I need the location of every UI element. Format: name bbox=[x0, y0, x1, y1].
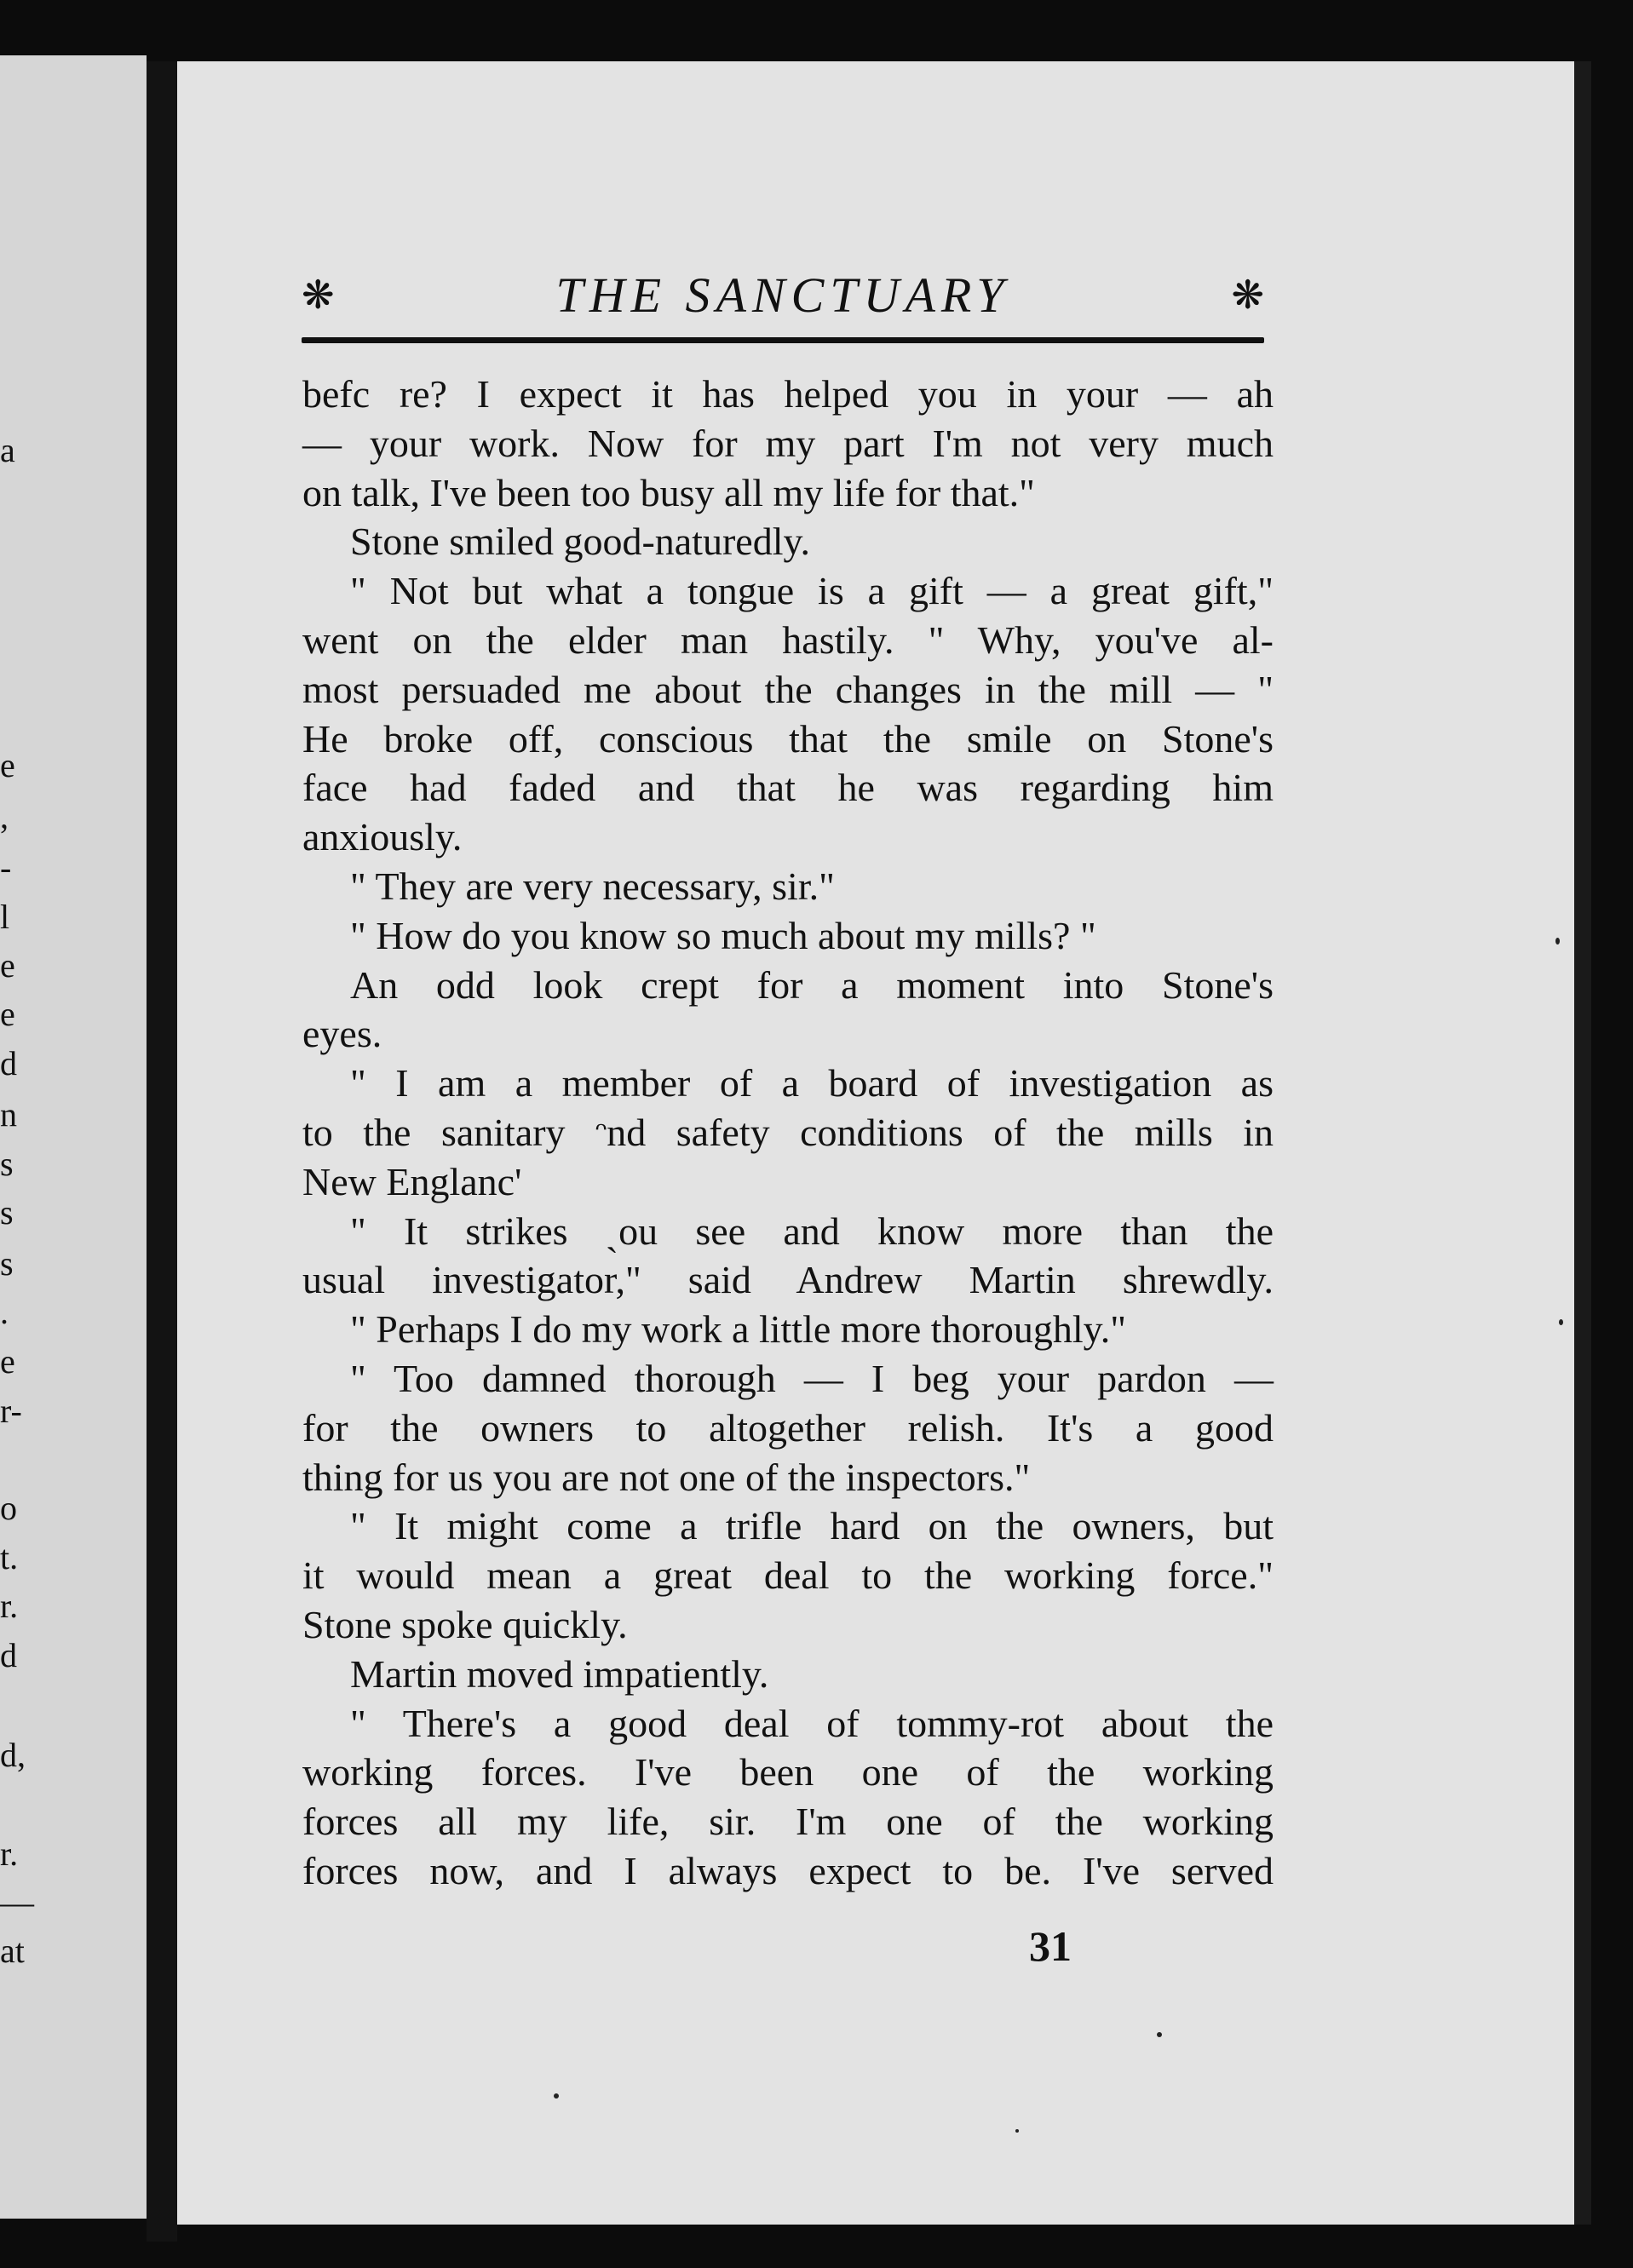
running-title: THE SANCTUARY bbox=[555, 267, 1010, 323]
page-edge-shadow bbox=[1574, 61, 1591, 2225]
left-page-fragment: e bbox=[0, 1342, 15, 1381]
text-line: forces now, and I always expect to be. I've served bbox=[302, 1848, 1274, 1892]
text-line: befc re? I expect it has helped you in your — ah bbox=[302, 372, 1274, 416]
text-line: to the sanitary ᵔnd safety conditions of the mills in bbox=[302, 1110, 1274, 1154]
left-page-fragment: l bbox=[0, 898, 10, 936]
scan-speck bbox=[1015, 2129, 1019, 2133]
left-page-fragment: d bbox=[0, 1636, 17, 1674]
text-line: for the owners to altogether relish. It's a good bbox=[302, 1405, 1274, 1450]
text-line: face had faded and that he was regarding him bbox=[302, 766, 1274, 810]
left-page-fragment: — bbox=[0, 1883, 34, 1921]
text-line: " It strikes ˏou see and know more than the bbox=[350, 1209, 1274, 1253]
text-line: anxiously. bbox=[302, 815, 463, 859]
left-page-fragment: o bbox=[0, 1489, 17, 1527]
scan-speck bbox=[1559, 1319, 1563, 1325]
text-line: it would mean a great deal to the working force." bbox=[302, 1553, 1274, 1598]
left-page-fragment: s bbox=[0, 1145, 14, 1183]
text-line: on talk, I've been too busy all my life for that." bbox=[302, 470, 1035, 514]
text-line: Martin moved impatiently. bbox=[350, 1651, 769, 1696]
left-page-edge bbox=[0, 55, 147, 2219]
scan-speck bbox=[1157, 2032, 1162, 2037]
book-gutter bbox=[147, 61, 177, 2242]
text-line: most persuaded me about the changes in the mill — " bbox=[302, 667, 1274, 711]
left-page-fragment: d bbox=[0, 1044, 17, 1082]
header-rule bbox=[302, 337, 1264, 343]
text-line: eyes. bbox=[302, 1012, 382, 1056]
text-line: Stone spoke quickly. bbox=[302, 1602, 628, 1646]
left-page-fragment: s bbox=[0, 1193, 14, 1232]
text-line: " Not but what a tongue is a gift — a great gift," bbox=[350, 569, 1274, 613]
text-line: Stone smiled good-naturedly. bbox=[350, 520, 810, 564]
left-page-fragment: r. bbox=[0, 1834, 19, 1873]
left-page-fragment: e bbox=[0, 995, 15, 1033]
left-page-fragment: n bbox=[0, 1095, 17, 1134]
left-page-fragment: e bbox=[0, 946, 15, 985]
right-ornament-icon: ❋ bbox=[1231, 272, 1264, 318]
text-line: — your work. Now for my part I'm not very much bbox=[302, 421, 1274, 465]
scan-speck bbox=[554, 2093, 559, 2099]
left-page-fragment: a bbox=[0, 431, 15, 469]
text-line: " They are very necessary, sir." bbox=[350, 864, 835, 908]
text-line: An odd look crept for a moment into Stone's bbox=[350, 962, 1274, 1007]
text-line: working forces. I've been one of the working bbox=[302, 1750, 1274, 1794]
left-page-fragment: e bbox=[0, 746, 15, 784]
text-line: New Englanc' bbox=[302, 1159, 522, 1203]
text-line: went on the elder man hastily. " Why, you've al- bbox=[302, 617, 1274, 662]
page-number: 31 bbox=[1029, 1922, 1072, 1970]
left-page-fragment: d, bbox=[0, 1736, 26, 1774]
text-line: He broke off, conscious that the smile on Stone's bbox=[302, 716, 1274, 761]
text-line: " There's a good deal of tommy-rot about the bbox=[350, 1701, 1274, 1745]
running-header bbox=[302, 260, 1264, 336]
body-text bbox=[302, 370, 1274, 1896]
left-page-fragment: , bbox=[0, 797, 9, 835]
text-line: usual investigator," said Andrew Martin shrewdly. bbox=[302, 1258, 1274, 1302]
left-page-fragment: t. bbox=[0, 1538, 19, 1576]
text-line: " Too damned thorough — I beg your pardon — bbox=[350, 1356, 1274, 1400]
text-line: " How do you know so much about my mills? " bbox=[350, 913, 1096, 957]
left-page-fragment: r. bbox=[0, 1587, 19, 1625]
left-page-fragment: - bbox=[0, 848, 12, 887]
left-ornament-icon: ❋ bbox=[302, 272, 335, 318]
left-page-fragment: at bbox=[0, 1932, 25, 1970]
left-page-fragment: . bbox=[0, 1293, 9, 1331]
text-line: " I am a member of a board of investigation as bbox=[350, 1061, 1274, 1105]
text-line: " Perhaps I do my work a little more thoroughly." bbox=[350, 1307, 1126, 1352]
left-page-fragment: r- bbox=[0, 1392, 22, 1430]
text-line: forces all my life, sir. I'm one of the working bbox=[302, 1800, 1274, 1844]
text-line: " It might come a trifle hard on the owners, but bbox=[350, 1504, 1274, 1548]
scan-speck bbox=[1555, 938, 1560, 945]
left-page-fragment: s bbox=[0, 1244, 14, 1283]
text-line: thing for us you are not one of the inspectors." bbox=[302, 1455, 1031, 1499]
